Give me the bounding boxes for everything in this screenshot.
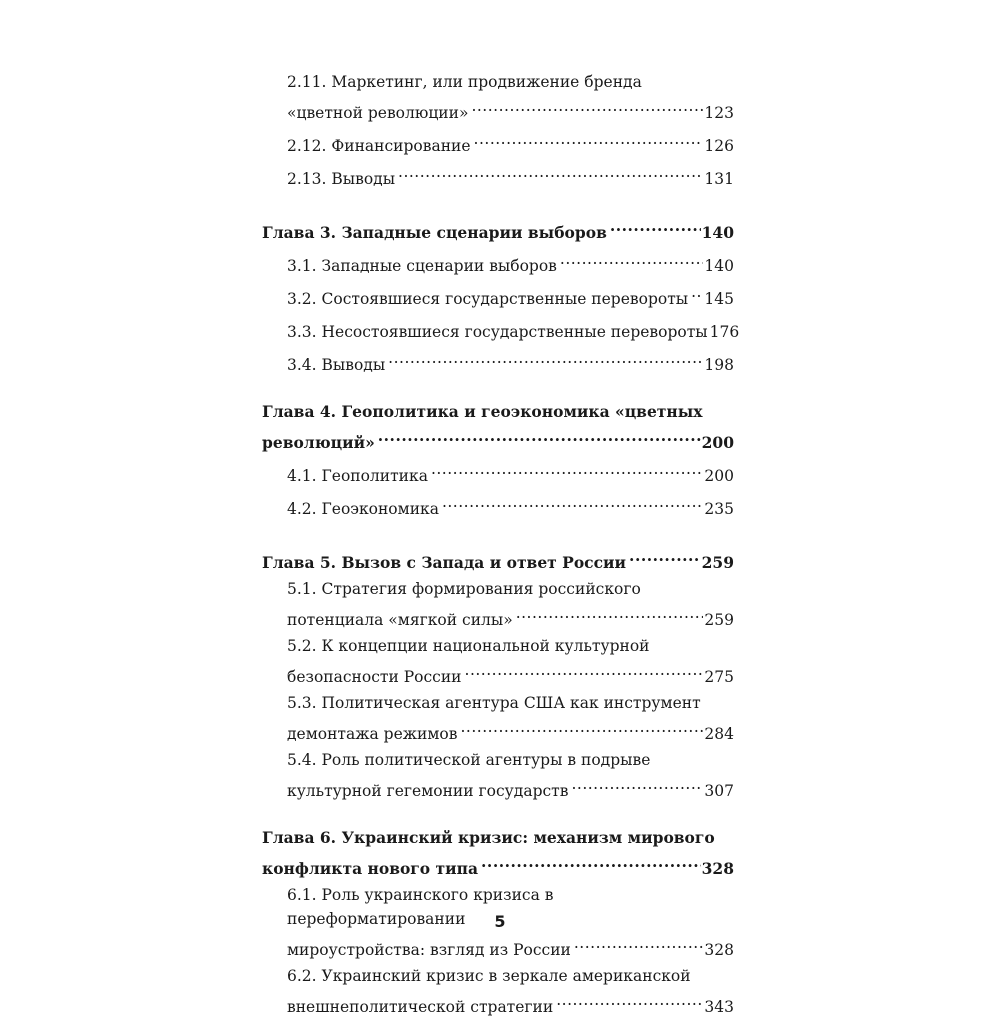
toc-entry-title-cont: «цветной революции»	[287, 104, 469, 122]
leader-dots	[572, 931, 704, 955]
leader-dots	[569, 772, 703, 796]
toc-chapter-title: Глава 5. Вызов с Запада и ответ России	[262, 553, 627, 572]
toc-page-number: 343	[704, 998, 734, 1016]
toc-entry-5-2[interactable]	[262, 634, 734, 689]
leader-dots	[514, 601, 704, 625]
toc-entry-title: 5.4. Роль политической агентуры в подрыве	[287, 751, 651, 769]
toc-page-number: 328	[704, 941, 734, 959]
toc-page-number: 131	[704, 170, 734, 188]
toc-page-number: 235	[704, 500, 734, 518]
leader-dots	[386, 346, 703, 370]
toc-entry-4-1[interactable]	[262, 457, 734, 488]
toc-page-number: 284	[704, 725, 734, 743]
toc-page-number: 200	[701, 433, 734, 452]
toc-page-number: 200	[704, 467, 734, 485]
toc-entry-5-4[interactable]	[262, 748, 734, 803]
toc-entry-3-4[interactable]	[262, 346, 734, 377]
toc-entry-title: 2.11. Маркетинг, или продвижение бренда	[287, 73, 642, 91]
leader-dots	[689, 280, 703, 304]
toc-entry-title: 5.2. К концепции национальной культурной	[287, 637, 650, 655]
leader-dots	[558, 247, 704, 271]
toc-entry-6-2[interactable]	[262, 964, 734, 1019]
toc-page-number: 140	[701, 223, 734, 242]
toc-entry-title: 5.1. Стратегия формирования российского	[287, 580, 641, 598]
toc-entry-5-1[interactable]	[262, 577, 734, 632]
toc-entry-title-cont: демонтажа режимов	[287, 725, 458, 743]
toc-chapter-title: Глава 4. Геополитика и геоэкономика «цветных	[262, 402, 703, 421]
toc-page-number: 307	[704, 782, 734, 800]
toc-entry-2-11[interactable]	[262, 70, 734, 125]
toc-entry-title: 3.2. Состоявшиеся государственные перевороты	[287, 290, 689, 308]
leader-dots	[554, 988, 703, 1012]
toc-chapter-title: Глава 6. Украинский кризис: механизм мирового	[262, 828, 715, 847]
toc-chapter-3[interactable]	[262, 214, 734, 245]
toc-entry-2-13[interactable]	[262, 160, 734, 191]
toc-entry-4-2[interactable]	[262, 490, 734, 521]
toc-entry-3-3[interactable]	[262, 313, 740, 344]
toc-entry-title: 2.13. Выводы	[287, 170, 396, 188]
toc-entry-5-3[interactable]	[262, 691, 734, 746]
leader-dots	[458, 715, 703, 739]
toc-page-number: 328	[701, 859, 734, 878]
leader-dots	[376, 424, 701, 448]
toc-chapter-4[interactable]	[262, 400, 734, 455]
leader-dots	[608, 214, 701, 238]
leader-dots	[479, 850, 701, 874]
leader-dots	[627, 544, 701, 568]
toc-page-number: 198	[704, 356, 734, 374]
toc-entry-title: 2.12. Финансирование	[287, 137, 471, 155]
toc-chapter-title: Глава 3. Западные сценарии выборов	[262, 223, 607, 242]
leader-dots	[429, 457, 703, 481]
page-number: 5	[494, 912, 506, 931]
toc-entry-title-cont: мироустройства: взгляд из России	[287, 941, 571, 959]
toc-page-number: 140	[704, 257, 734, 275]
toc-entry-title-cont: культурной гегемонии государств	[287, 782, 569, 800]
leader-dots	[396, 160, 703, 184]
toc-entry-title: 4.1. Геополитика	[287, 467, 428, 485]
toc-entry-3-2[interactable]	[262, 280, 734, 311]
toc-entry-title-cont: безопасности России	[287, 668, 462, 686]
toc-entry-title: 4.2. Геоэкономика	[287, 500, 439, 518]
leader-dots	[472, 127, 704, 151]
toc-chapter-title-cont: конфликта нового типа	[262, 859, 479, 878]
toc-page-number: 259	[704, 611, 734, 629]
toc-chapter-title-cont: революций»	[262, 433, 375, 452]
toc-entry-2-12[interactable]	[262, 127, 734, 158]
toc-entry-title-cont: потенциала «мягкой силы»	[287, 611, 513, 629]
toc-page-number: 259	[701, 553, 734, 572]
toc-page-number: 145	[704, 290, 734, 308]
toc-entry-title: 3.4. Выводы	[287, 356, 386, 374]
leader-dots	[469, 94, 703, 118]
toc-entry-title: 3.3. Несостоявшиеся государственные перевороты	[287, 323, 708, 341]
toc-page-number: 275	[704, 668, 734, 686]
toc-chapter-5[interactable]	[262, 544, 734, 575]
toc-page-number: 123	[704, 104, 734, 122]
toc-chapter-6[interactable]	[262, 826, 734, 881]
toc-entry-3-1[interactable]	[262, 247, 734, 278]
toc-entry-title-cont: внешнеполитической стратегии	[287, 998, 554, 1016]
toc-page-number: 176	[709, 323, 740, 341]
toc-entry-title: 6.1. Роль украинского кризиса в переформатировании	[287, 886, 554, 928]
toc-entry-title: 6.2. Украинский кризис в зеркале американской	[287, 967, 691, 985]
toc-entry-title: 3.1. Западные сценарии выборов	[287, 257, 557, 275]
toc-page-number: 126	[704, 137, 734, 155]
leader-dots	[440, 490, 703, 514]
leader-dots	[463, 658, 704, 682]
table-of-contents	[262, 70, 740, 1019]
toc-entry-title: 5.3. Политическая агентура США как инструмент	[287, 694, 701, 712]
